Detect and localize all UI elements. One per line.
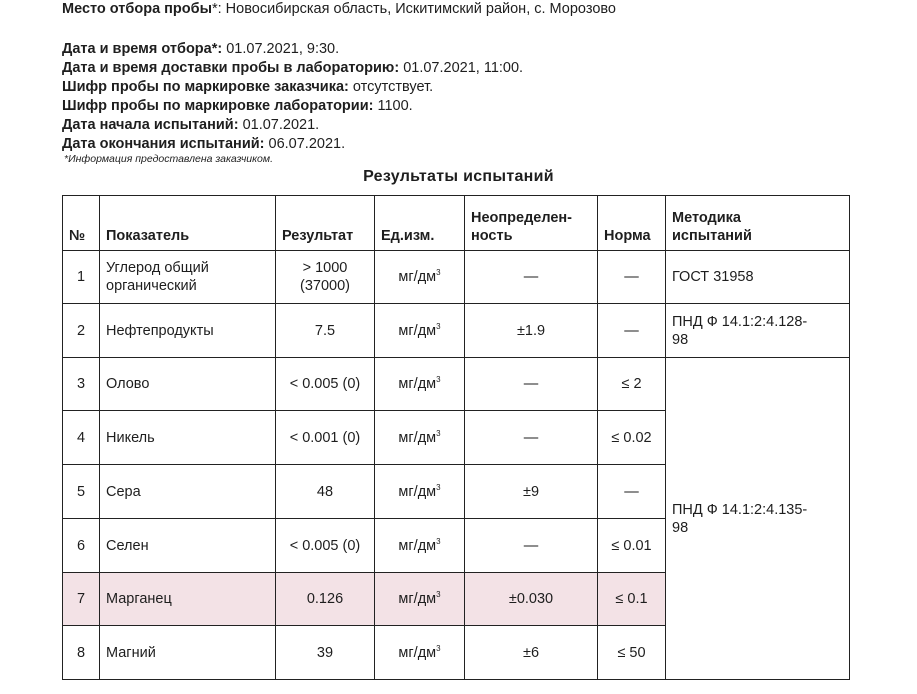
unit-exponent: 3 [436, 590, 441, 600]
row-uncertainty: — [465, 519, 598, 573]
row-result: < 0.001 (0) [276, 411, 375, 465]
delivery-datetime-label: Дата и время доставки пробы в лабораторию [62, 60, 395, 76]
header-uncertainty [465, 196, 598, 251]
customer-code-mark: : [344, 79, 349, 95]
row-result: < 0.005 (0) [276, 519, 375, 573]
row-unit [375, 573, 465, 626]
header-indicator: Показатель [100, 196, 276, 251]
row-uncertainty: ±6 [465, 626, 598, 680]
row-norm: — [598, 251, 666, 304]
row-unit [375, 411, 465, 465]
sampling-datetime-mark: *: [211, 41, 223, 57]
unit-exponent: 3 [436, 643, 441, 653]
row-uncertainty: — [465, 358, 598, 411]
test-end-label: Дата окончания испытаний [62, 136, 260, 152]
row-unit [375, 304, 465, 358]
row-norm: ≤ 0.02 [598, 411, 666, 465]
delivery-datetime-mark: : [394, 60, 400, 76]
customer-info-note: *Информация предоставлена заказчиком. [64, 153, 274, 165]
sampling-datetime-line [62, 40, 339, 58]
row-method: ГОСТ 31958 [666, 251, 850, 304]
row-indicator: Никель [100, 411, 276, 465]
row-method [666, 304, 850, 358]
row-result: 39 [276, 626, 375, 680]
header-method [666, 196, 850, 251]
sampling-datetime-label: Дата и время отбора [62, 41, 212, 57]
lab-code-label: Шифр пробы по маркировке лаборатории [62, 98, 369, 114]
sampling-datetime-value: 01.07.2021, 9:30. [222, 41, 340, 57]
unit-exponent: 3 [436, 268, 441, 278]
row-num: 3 [63, 358, 100, 411]
table-header-row [63, 196, 850, 251]
delivery-datetime-value: 01.07.2021, 11:00. [399, 60, 524, 76]
row-indicator: Нефтепродукты [100, 304, 276, 358]
test-end-mark: : [259, 136, 265, 152]
row-unit [375, 358, 465, 411]
sampling-place-value: Новосибирская область, Искитимский район, с. Морозово [221, 1, 616, 17]
test-end-line [62, 135, 345, 153]
row-num: 5 [63, 465, 100, 519]
row-indicator: Марганец [100, 573, 276, 626]
row-norm: — [598, 465, 666, 519]
unit-base: мг/дм [398, 644, 437, 661]
row-result [276, 251, 375, 304]
row-method-line2: 98 [672, 331, 689, 348]
unit-exponent: 3 [436, 375, 441, 385]
row-indicator: Олово [100, 358, 276, 411]
row-uncertainty: — [465, 411, 598, 465]
row-norm: — [598, 304, 666, 358]
lab-code-mark: : [368, 98, 374, 114]
row-result: 0.126 [276, 573, 375, 626]
header-uncertainty-line1: Неопределен- [471, 210, 573, 226]
test-start-mark: : [233, 117, 239, 133]
row-num: 4 [63, 411, 100, 465]
sampling-place-line [62, 0, 616, 18]
unit-base: мг/дм [398, 537, 437, 554]
results-table [62, 195, 850, 680]
unit-exponent: 3 [436, 321, 441, 331]
test-end-value: 06.07.2021. [264, 136, 346, 152]
row-result-line2: (37000) [300, 278, 350, 294]
row-unit [375, 519, 465, 573]
row-result-line1: > 1000 [302, 260, 348, 276]
row-unit [375, 626, 465, 680]
row-num: 6 [63, 519, 100, 573]
row-norm: ≤ 2 [598, 358, 666, 411]
row-unit [375, 251, 465, 304]
row-indicator: Селен [100, 519, 276, 573]
row-method-line2: 98 [672, 519, 689, 536]
header-norm: Норма [598, 196, 666, 251]
customer-code-value: отсутствует. [348, 79, 434, 95]
row-num: 7 [63, 573, 100, 626]
row-result: < 0.005 (0) [276, 358, 375, 411]
row-method-line1: ПНД Ф 14.1:2:4.135- [672, 501, 808, 518]
row-num: 8 [63, 626, 100, 680]
unit-base: мг/дм [398, 322, 437, 339]
results-caption: Результаты испытаний [363, 168, 554, 185]
sampling-place-mark: *: [211, 1, 222, 17]
row-uncertainty: — [465, 251, 598, 304]
row-indicator [100, 251, 276, 304]
row-method-line1: ПНД Ф 14.1:2:4.128- [672, 313, 808, 330]
row-num: 1 [63, 251, 100, 304]
row-indicator-line2: органический [106, 278, 197, 294]
unit-base: мг/дм [398, 483, 437, 500]
unit-exponent: 3 [436, 428, 441, 438]
test-start-label: Дата начала испытаний [62, 117, 234, 133]
row-norm: ≤ 0.1 [598, 573, 666, 626]
row-uncertainty: ±9 [465, 465, 598, 519]
header-method-line1: Методика [672, 210, 741, 226]
sampling-place-label: Место отбора пробы [62, 1, 212, 17]
table-row [63, 304, 850, 358]
row-norm: ≤ 0.01 [598, 519, 666, 573]
test-start-value: 01.07.2021. [238, 117, 320, 133]
row-norm: ≤ 50 [598, 626, 666, 680]
unit-base: мг/дм [398, 269, 437, 285]
table-row [63, 358, 850, 411]
row-uncertainty: ±1.9 [465, 304, 598, 358]
test-start-line [62, 116, 319, 134]
row-num: 2 [63, 304, 100, 358]
header-uncertainty-line2: ность [471, 228, 513, 244]
row-indicator: Магний [100, 626, 276, 680]
unit-base: мг/дм [398, 429, 437, 446]
delivery-datetime-line [62, 59, 523, 77]
unit-exponent: 3 [436, 482, 441, 492]
header-method-line2: испытаний [672, 228, 752, 244]
header-result: Результат [276, 196, 375, 251]
lab-code-value: 1100. [373, 98, 413, 114]
row-indicator: Сера [100, 465, 276, 519]
header-unit: Ед.изм. [375, 196, 465, 251]
unit-exponent: 3 [436, 536, 441, 546]
unit-base: мг/дм [398, 591, 437, 607]
unit-base: мг/дм [398, 376, 437, 392]
header-num: № [63, 196, 100, 251]
customer-code-label: Шифр пробы по маркировке заказчика [62, 79, 345, 95]
row-unit [375, 465, 465, 519]
row-result: 7.5 [276, 304, 375, 358]
table-row [63, 251, 850, 304]
row-method-merged [666, 358, 850, 680]
row-indicator-line1: Углерод общий [106, 260, 209, 276]
row-result: 48 [276, 465, 375, 519]
row-uncertainty: ±0.030 [465, 573, 598, 626]
customer-code-line [62, 78, 433, 96]
lab-code-line [62, 97, 413, 115]
